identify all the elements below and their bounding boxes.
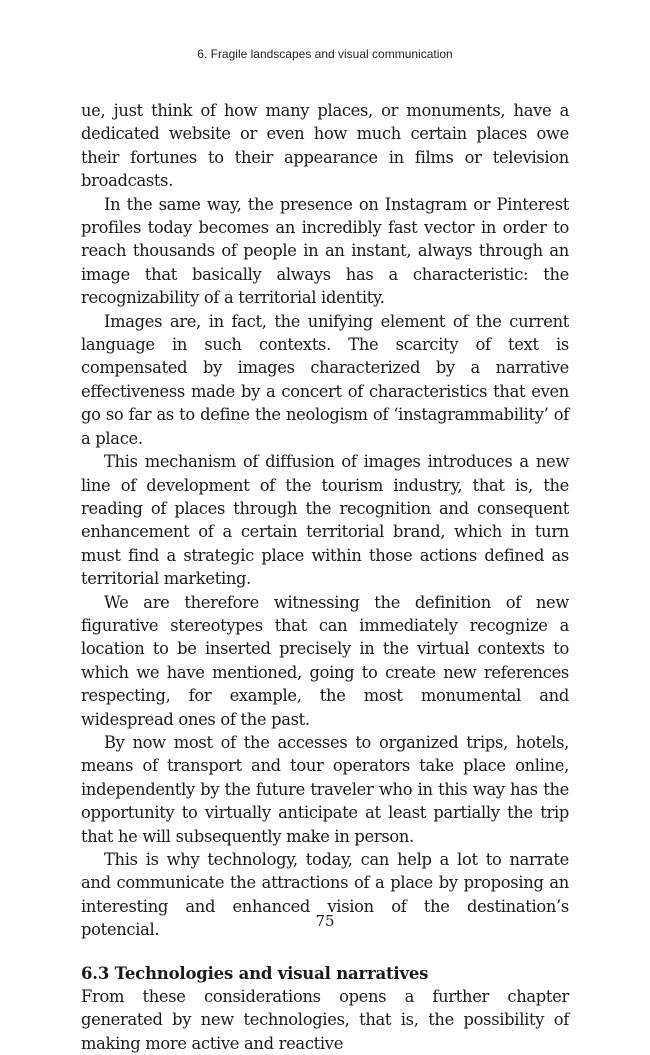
paragraph-1: ue, just think of how many places, or monuments, have a dedicated website or even how much certain places owe their fortunes to their appearance in films or television broadcasts. [81,101,569,191]
paragraph-6: By now most of the accesses to organized trips, hotels, means of transport and tour operators take place online, independently by the future traveler who in this way has the opportunity to virtually anticipate at least partially the trip that he will subsequently make in person. [81,732,569,846]
page-number: 75 [315,912,335,930]
section-paragraph: From these considerations opens a further chapter generated by new technologies, that is, the possibility of making more active and reactive [81,987,569,1053]
running-head: 6. Fragile landscapes and visual communication [197,47,453,61]
paragraph-2: In the same way, the presence on Instagram or Pinterest profiles today becomes an incredibly fast vector in order to reach thousands of people in an instant, always through an image that basically always has a characteristic: the recognizability of a territorial identity. [81,194,569,308]
paragraph-5: We are therefore witnessing the definition of new figurative stereotypes that can immediately recognize a location to be inserted precisely in the virtual contexts to which we have mentioned, going to create new references respecting, for example, the most monumental and widespread ones of the past. [81,592,569,729]
section-heading: 6.3 Technologies and visual narratives [81,963,429,983]
paragraph-3: Images are, in fact, the unifying element of the current language in such contexts. The scarcity of text is compensated by images characterized by a narrative effectiveness made by a concert of characteristics that even go so far as to define the neologism of ‘instagrammability’ of a place. [81,311,569,448]
paragraph-4: This mechanism of diffusion of images introduces a new line of development of the tourism industry, that is, the reading of places through the recognition and consequent enhancement of a certain territorial brand, which in turn must find a strategic place within those actions defined as territorial marketing. [81,452,569,589]
paragraph-7: This is why technology, today, can help a lot to narrate and communicate the attractions of a place by proposing an interesting and enhanced vision of the destination’s potencial. [81,850,569,940]
